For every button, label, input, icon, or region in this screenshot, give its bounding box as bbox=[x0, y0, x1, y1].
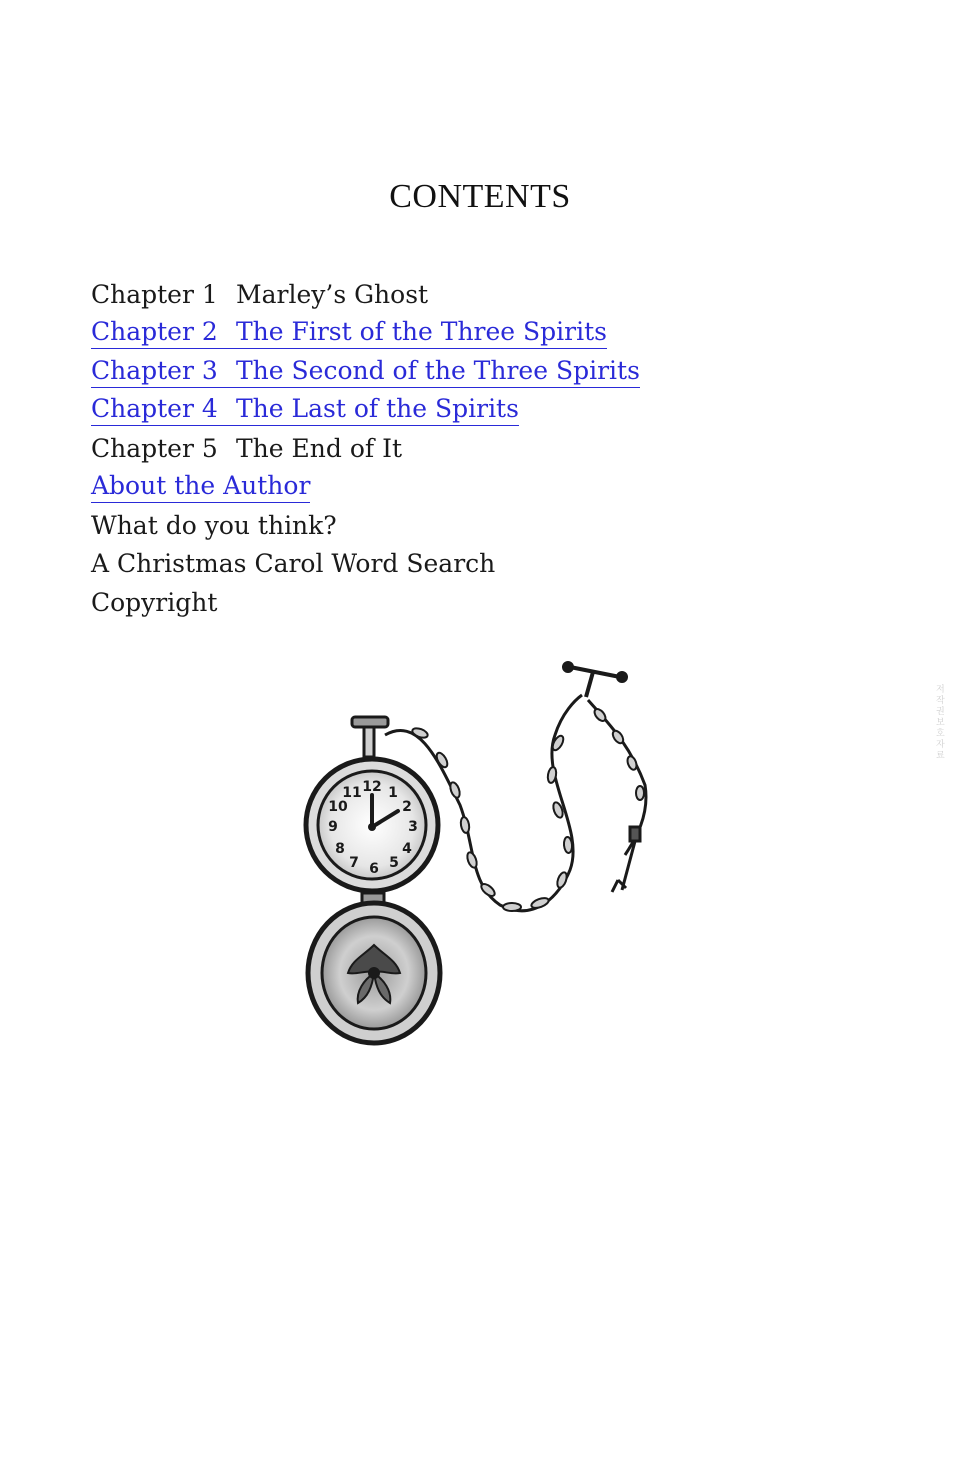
toc-chapter-number: Chapter 5 bbox=[91, 433, 218, 463]
clock-numeral: 10 bbox=[328, 799, 348, 815]
t-bar-clasp bbox=[564, 663, 626, 697]
watch-lid bbox=[308, 903, 440, 1043]
toc-link-chapter-2[interactable] bbox=[91, 314, 791, 353]
toc-chapter-number[interactable]: Chapter 3 bbox=[91, 355, 218, 385]
clock-numeral: 6 bbox=[369, 861, 379, 877]
toc-chapter-number[interactable]: Chapter 2 bbox=[91, 317, 218, 347]
toc-link-chapter-3[interactable] bbox=[91, 352, 791, 391]
clock-numeral: 2 bbox=[402, 799, 412, 815]
chain-links bbox=[411, 707, 644, 911]
toc-item-chapter-5 bbox=[91, 429, 791, 468]
toc-item-title: What do you think? bbox=[91, 510, 337, 540]
toc-link-about-author[interactable] bbox=[91, 468, 791, 507]
clock-numeral: 1 bbox=[388, 785, 398, 801]
toc-item-copyright bbox=[91, 583, 791, 622]
toc-item-chapter-1 bbox=[91, 275, 791, 314]
watermark: 저작권 보호 자료 bbox=[936, 685, 945, 761]
toc-item-title: A Christmas Carol Word Search bbox=[91, 549, 496, 579]
page-title: CONTENTS bbox=[389, 178, 571, 215]
watch-face bbox=[306, 759, 438, 891]
toc-chapter-title[interactable]: The First of the Three Spirits bbox=[236, 317, 607, 347]
watch-crown bbox=[352, 717, 388, 757]
clock-numeral: 5 bbox=[389, 855, 399, 871]
toc-chapter-title[interactable]: The Second of the Three Spirits bbox=[236, 355, 640, 385]
toc-item-title: Copyright bbox=[91, 587, 218, 617]
clock-numeral: 4 bbox=[402, 841, 412, 857]
clock-numeral: 7 bbox=[349, 855, 359, 871]
clock-numeral: 8 bbox=[335, 841, 345, 857]
clock-numeral: 11 bbox=[342, 785, 362, 801]
toc-item-word-search bbox=[91, 545, 791, 584]
toc-item-what-do-you-think bbox=[91, 506, 791, 545]
clock-numeral: 3 bbox=[408, 819, 418, 835]
pocket-watch-icon bbox=[300, 655, 680, 1075]
toc-item-title[interactable]: About the Author bbox=[91, 471, 311, 501]
toc-chapter-title: The End of It bbox=[236, 433, 402, 463]
key-charm bbox=[612, 827, 640, 892]
clock-numeral: 9 bbox=[328, 819, 338, 835]
table-of-contents bbox=[91, 275, 791, 622]
toc-link-chapter-4[interactable] bbox=[91, 391, 791, 430]
toc-chapter-title: Marley’s Ghost bbox=[236, 279, 429, 309]
toc-chapter-number[interactable]: Chapter 4 bbox=[91, 394, 218, 424]
toc-chapter-title[interactable]: The Last of the Spirits bbox=[236, 394, 519, 424]
clock-numeral: 12 bbox=[362, 779, 382, 795]
toc-chapter-number: Chapter 1 bbox=[91, 279, 218, 309]
